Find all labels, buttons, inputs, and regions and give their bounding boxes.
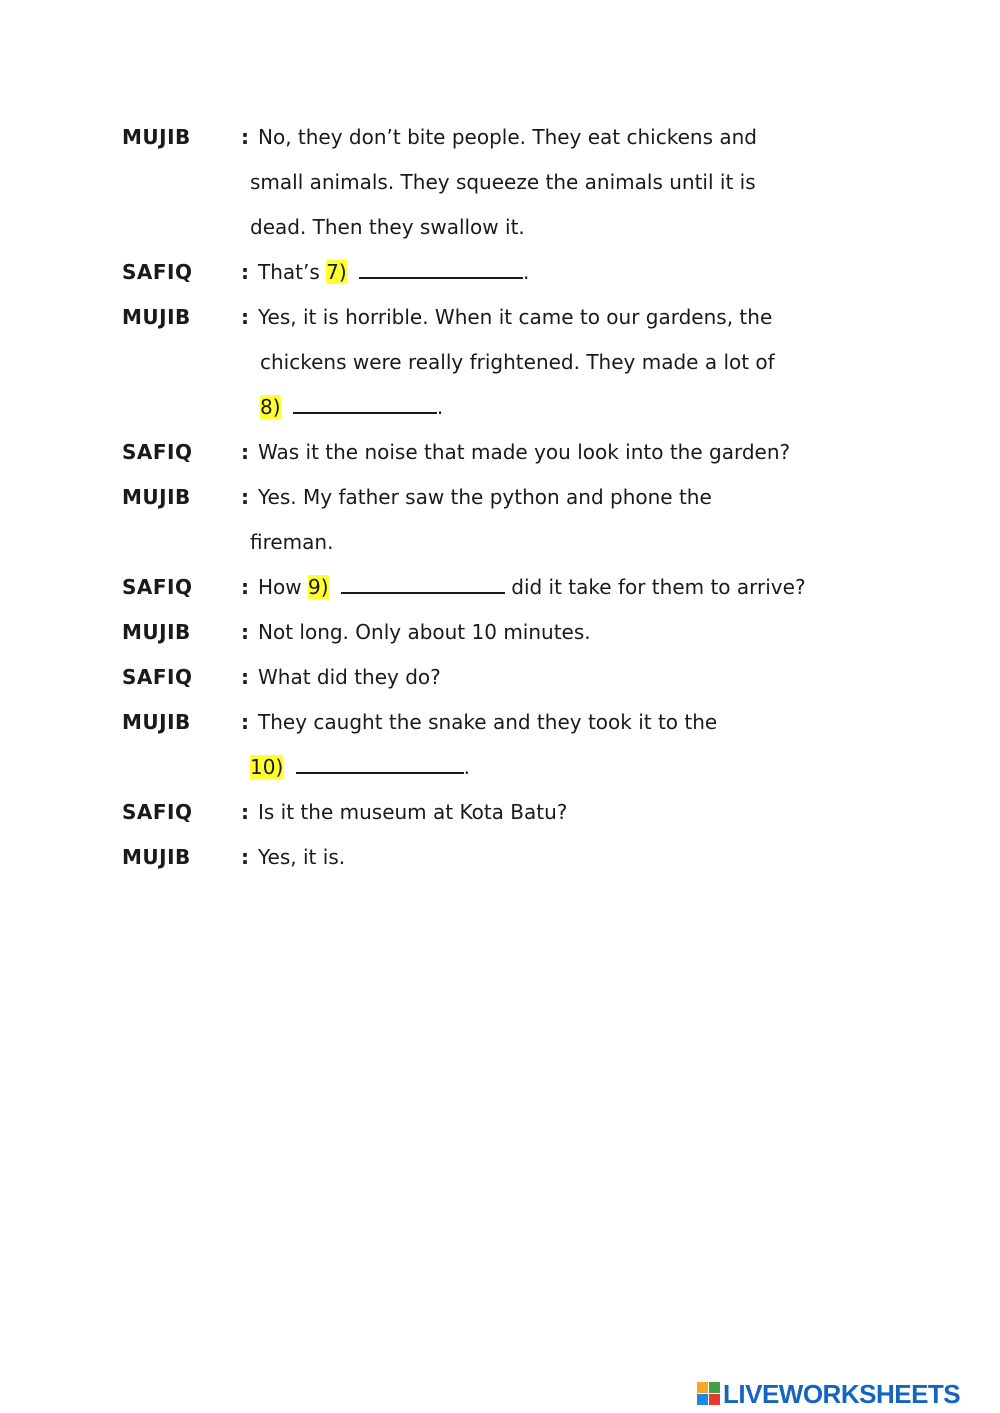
dialogue-line: No, they don’t bite people. They eat chickens and	[258, 125, 757, 149]
speaker-label: MUJIB	[122, 305, 191, 329]
dialogue-line: Was it the noise that made you look into the garden?	[258, 440, 791, 464]
dialogue-line: Is it the museum at Kota Batu?	[258, 800, 568, 824]
colon: :	[241, 620, 249, 644]
dialogue-line: They caught the snake and they took it to the	[258, 710, 718, 734]
speaker-label: SAFIQ	[122, 665, 193, 689]
liveworksheets-brand-text: LIVEWORKSHEETS	[723, 1378, 961, 1409]
dialogue-line: fireman.	[250, 530, 334, 554]
answer-blank-10[interactable]	[296, 752, 464, 774]
colon: :	[241, 575, 249, 599]
dialogue-line: Yes. My father saw the python and phone the	[258, 485, 712, 509]
colon: :	[241, 845, 249, 869]
dialogue-line	[258, 572, 806, 602]
dialogue-line	[258, 257, 529, 287]
colon: :	[241, 710, 249, 734]
dialogue-line: dead. Then they swallow it.	[250, 215, 525, 239]
speaker-label: MUJIB	[122, 845, 191, 869]
line-text: .	[463, 755, 470, 779]
dialogue-line: chickens were really frightened. They made a lot of	[260, 350, 775, 374]
speaker-label: SAFIQ	[122, 260, 193, 284]
line-text: That’s	[258, 260, 320, 284]
answer-blank-8[interactable]	[293, 392, 437, 414]
question-number-7: 7)	[326, 260, 347, 284]
answer-blank-9[interactable]	[341, 572, 505, 594]
colon: :	[241, 125, 249, 149]
question-number-10: 10)	[250, 755, 284, 779]
speaker-label: MUJIB	[122, 485, 191, 509]
colon: :	[241, 440, 249, 464]
line-text: did it take for them to arrive?	[511, 575, 806, 599]
dialogue-line: Yes, it is.	[258, 845, 346, 869]
colon: :	[241, 485, 249, 509]
speaker-label: MUJIB	[122, 125, 191, 149]
speaker-label: MUJIB	[122, 710, 191, 734]
colon: :	[241, 305, 249, 329]
line-text: .	[523, 260, 530, 284]
question-number-9: 9)	[308, 575, 329, 599]
question-number-8: 8)	[260, 395, 281, 419]
dialogue-line	[250, 752, 470, 782]
speaker-label: SAFIQ	[122, 440, 193, 464]
line-text: .	[436, 395, 444, 419]
colon: :	[241, 665, 249, 689]
answer-blank-7[interactable]	[359, 257, 523, 279]
speaker-label: SAFIQ	[122, 575, 193, 599]
dialogue-line: Yes, it is horrible. When it came to our gardens, the	[258, 305, 773, 329]
liveworksheets-logo-icon	[697, 1382, 721, 1406]
line-text: How	[258, 575, 302, 599]
speaker-label: MUJIB	[122, 620, 191, 644]
colon: :	[241, 260, 249, 284]
speaker-label: SAFIQ	[122, 800, 193, 824]
colon: :	[241, 800, 249, 824]
dialogue-line: Not long. Only about 10 minutes.	[258, 620, 591, 644]
liveworksheets-logo	[697, 1379, 960, 1409]
dialogue-line	[260, 392, 443, 422]
dialogue-line: What did they do?	[258, 665, 441, 689]
dialogue-line: small animals. They squeeze the animals until it is	[250, 170, 756, 194]
